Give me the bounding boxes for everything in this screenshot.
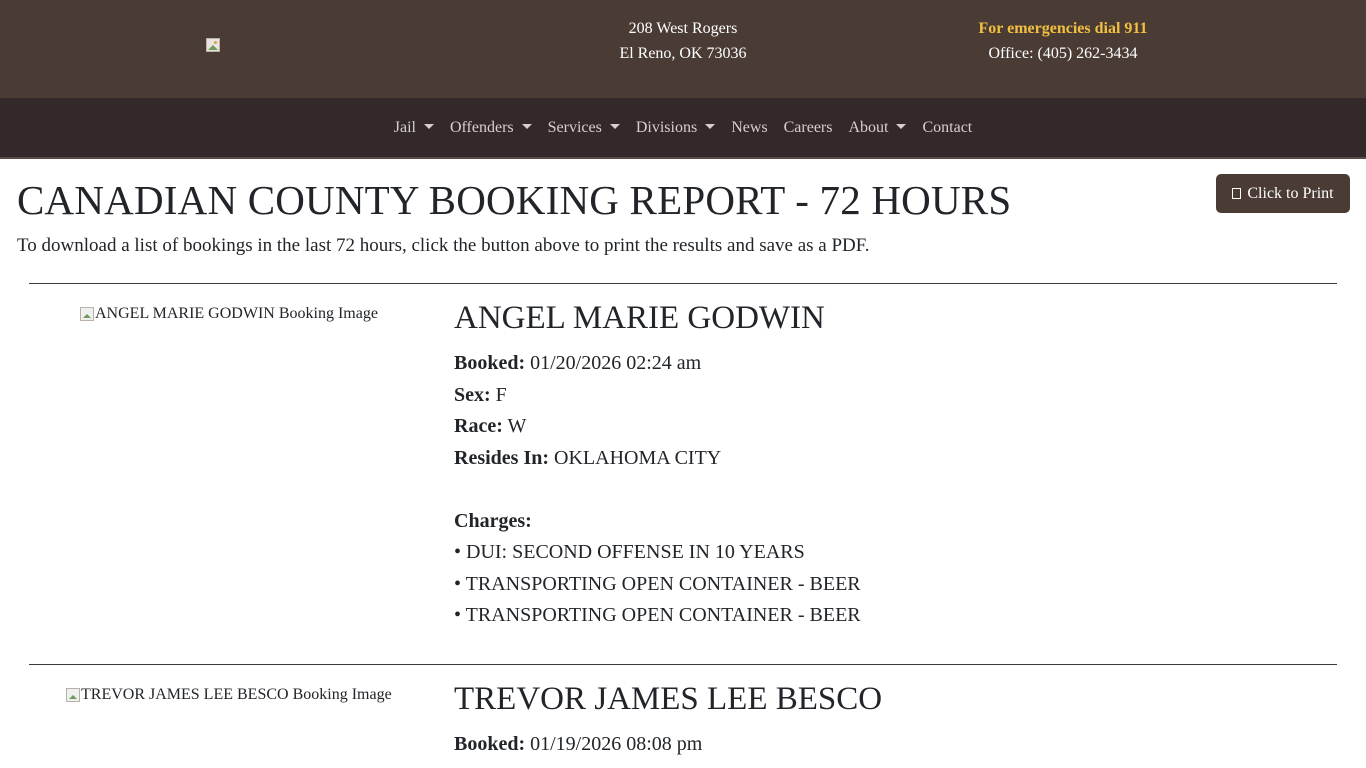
caret-down-icon [522,124,532,129]
booking-details [454,729,702,761]
booked-label: Booked: [454,733,526,755]
booked-value: 01/19/2026 08:08 pm [530,733,703,755]
nav-jail[interactable] [386,119,442,137]
address-block [583,16,783,66]
sex-value: F [495,383,507,406]
resides-value: OKLAHOMA CITY [554,446,722,469]
nav-offenders-label: Offenders [449,118,514,136]
nav-services-label: Services [547,118,602,136]
inmate-name: ANGEL MARIE GODWIN [454,300,825,336]
nav-news[interactable] [723,119,775,137]
nav-about[interactable] [840,119,914,137]
main-nav [0,98,1366,157]
caret-down-icon [896,124,906,129]
booking-image-alt: TREVOR JAMES LEE BESCO Booking Image [81,686,392,703]
office-phone[interactable]: Office: (405) 262-3434 [988,45,1138,62]
nav-contact-label: Contact [922,118,973,136]
nav-divider [0,157,1366,159]
nav-offenders[interactable] [442,119,540,137]
charges-label: Charges: [454,509,532,532]
site-header [0,0,1366,98]
nav-news-label: News [731,118,768,136]
race-row [454,411,861,443]
charge-item: • DUI: SECOND OFFENSE IN 10 YEARS [454,541,805,563]
caret-down-icon [610,124,620,129]
record-divider [29,283,1337,284]
resides-label: Resides In: [454,446,550,469]
nav-careers[interactable] [776,119,841,137]
caret-down-icon [424,124,434,129]
page-title: CANADIAN COUNTY BOOKING REPORT - 72 HOURS [17,177,1012,223]
print-icon [1232,188,1241,199]
print-button[interactable] [1216,174,1350,213]
sex-row [454,380,861,412]
nav-contact[interactable] [914,119,980,137]
nav-about-label: About [848,118,889,136]
nav-divisions-label: Divisions [635,118,698,136]
race-label: Race: [454,415,503,437]
record-divider [29,664,1337,665]
print-button-label: Click to Print [1247,184,1334,202]
booking-image [80,305,378,323]
nav-jail-label: Jail [393,118,416,136]
logo-broken-image-icon[interactable] [206,38,222,54]
address-street: 208 West Rogers [628,20,738,37]
charge-item: • TRANSPORTING OPEN CONTAINER - BEER [454,572,861,595]
contact-block [952,16,1174,66]
caret-down-icon [705,124,715,129]
nav-careers-label: Careers [783,118,833,136]
race-value: W [507,415,527,437]
nav-divisions[interactable] [628,119,723,137]
nav-services[interactable] [540,119,628,137]
sex-label: Sex: [454,383,491,406]
booking-image [66,686,392,704]
booking-image-alt: ANGEL MARIE GODWIN Booking Image [95,305,378,322]
booking-details [454,348,861,632]
booked-row [454,348,861,380]
broken-image-icon [66,688,80,702]
inmate-name: TREVOR JAMES LEE BESCO [454,681,883,717]
resides-row [454,443,861,475]
charge-item: • TRANSPORTING OPEN CONTAINER - BEER [454,604,861,626]
page-intro: To download a list of bookings in the last 72 hours, click the button above to print the results and save as a PDF. [17,235,870,256]
broken-image-icon [80,307,94,321]
booked-row [454,729,702,761]
booked-value: 01/20/2026 02:24 am [530,352,702,374]
address-city: El Reno, OK 73036 [619,45,747,62]
booked-label: Booked: [454,352,526,374]
emergency-notice: For emergencies dial 911 [978,20,1148,37]
